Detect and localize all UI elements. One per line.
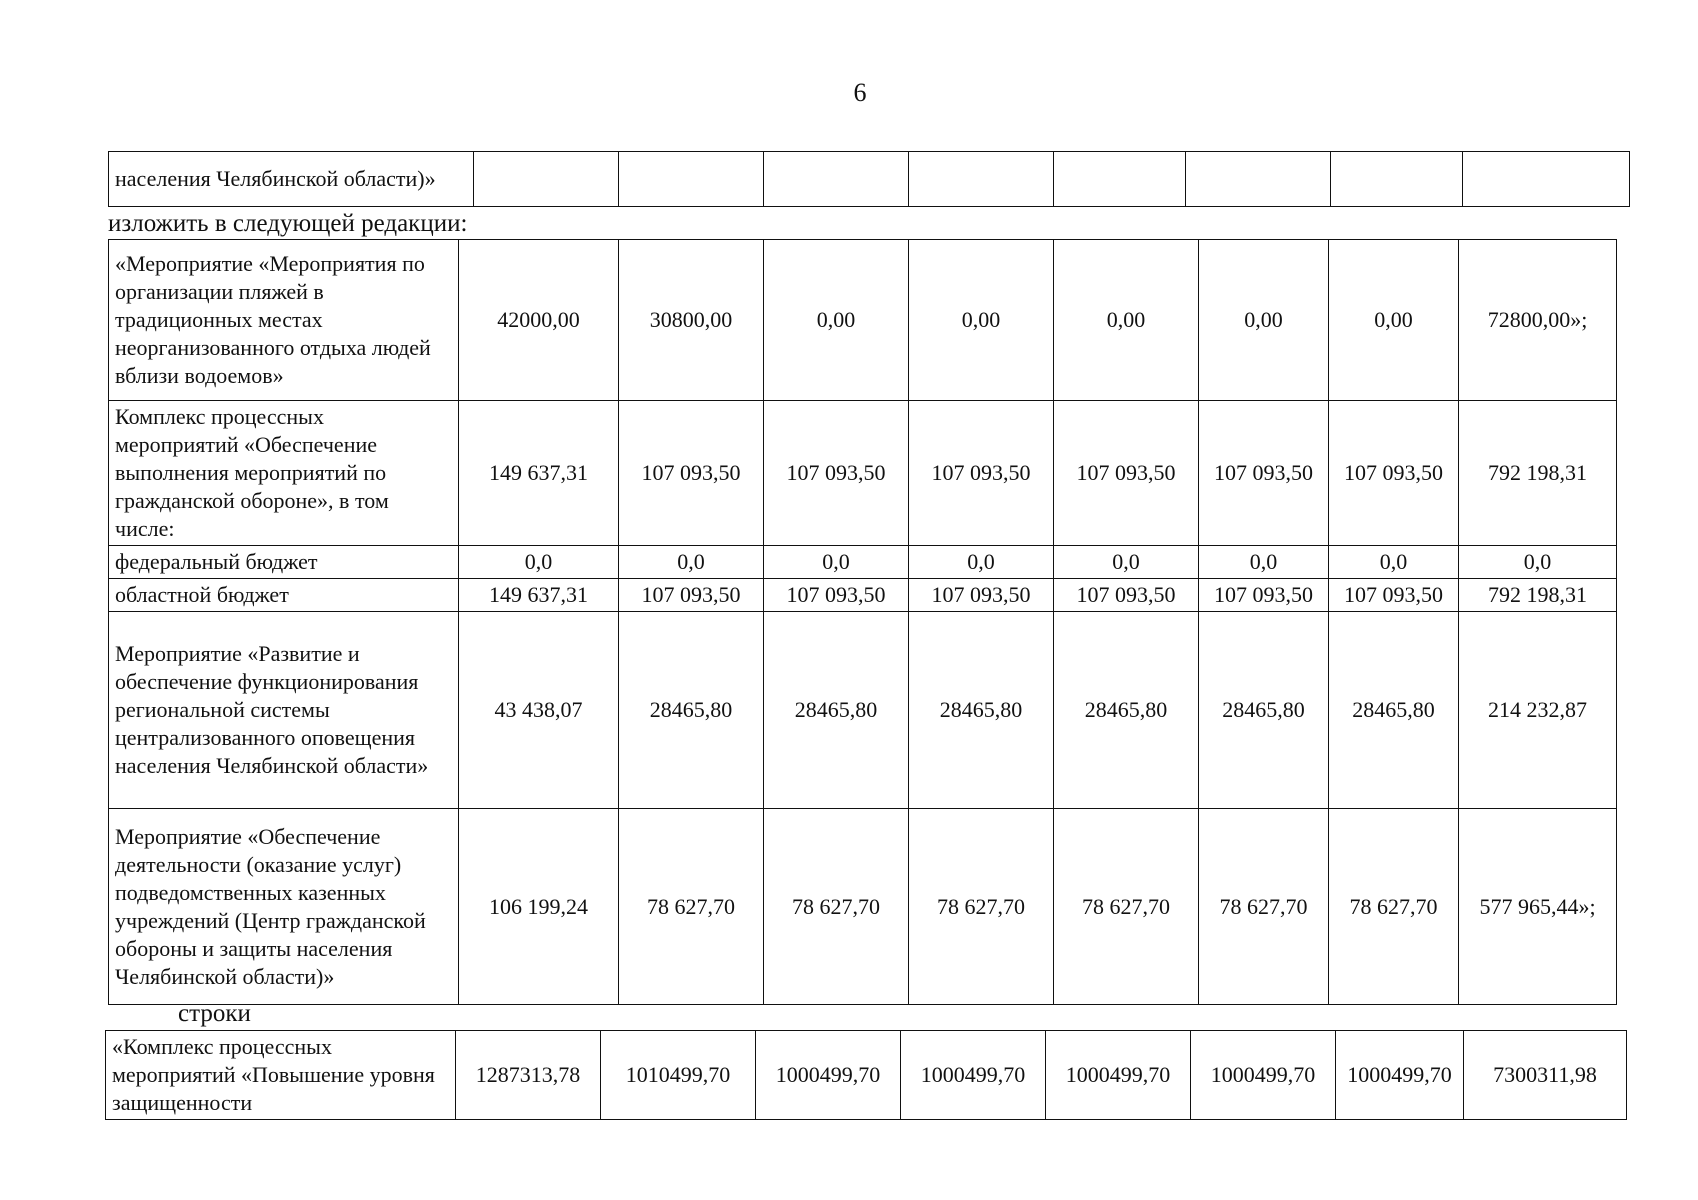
value-cell: 28465,80 xyxy=(764,612,909,809)
value-cell: 7300311,98 xyxy=(1464,1031,1627,1120)
row-label: областной бюджет xyxy=(109,579,459,612)
value-cell: 78 627,70 xyxy=(909,809,1054,1005)
bottom-table xyxy=(105,1030,1627,1120)
value-cell: 1000499,70 xyxy=(756,1031,901,1120)
value-cell: 72800,00»; xyxy=(1459,240,1617,401)
value-cell: 1000499,70 xyxy=(1336,1031,1464,1120)
table-row xyxy=(106,1031,1627,1120)
value-cell: 1000499,70 xyxy=(1046,1031,1191,1120)
value-cell: 577 965,44»; xyxy=(1459,809,1617,1005)
value-cell xyxy=(909,152,1054,207)
value-cell: 0,0 xyxy=(1054,546,1199,579)
value-cell: 107 093,50 xyxy=(1199,579,1329,612)
value-cell: 107 093,50 xyxy=(619,579,764,612)
top-table xyxy=(108,151,1630,207)
row-label: Комплекс процессных мероприятий «Обеспечение выполнения мероприятий по гражданской обороне», в том числе: xyxy=(109,401,459,546)
value-cell: 0,00 xyxy=(1329,240,1459,401)
value-cell: 1287313,78 xyxy=(456,1031,601,1120)
value-cell: 1000499,70 xyxy=(901,1031,1046,1120)
value-cell: 107 093,50 xyxy=(619,401,764,546)
value-cell: 0,0 xyxy=(1329,546,1459,579)
value-cell xyxy=(474,152,619,207)
row-label: «Комплекс процессных мероприятий «Повышение уровня защищенности xyxy=(106,1031,456,1120)
value-cell: 149 637,31 xyxy=(459,401,619,546)
value-cell: 107 093,50 xyxy=(1199,401,1329,546)
value-cell: 0,00 xyxy=(1199,240,1329,401)
row-label: федеральный бюджет xyxy=(109,546,459,579)
value-cell: 28465,80 xyxy=(1199,612,1329,809)
table-row xyxy=(109,401,1617,546)
table-row xyxy=(109,240,1617,401)
value-cell xyxy=(1331,152,1463,207)
value-cell: 78 627,70 xyxy=(764,809,909,1005)
value-cell: 0,0 xyxy=(909,546,1054,579)
value-cell: 107 093,50 xyxy=(909,579,1054,612)
value-cell: 78 627,70 xyxy=(1054,809,1199,1005)
value-cell: 78 627,70 xyxy=(1329,809,1459,1005)
value-cell: 214 232,87 xyxy=(1459,612,1617,809)
value-cell: 0,0 xyxy=(1199,546,1329,579)
value-cell: 106 199,24 xyxy=(459,809,619,1005)
value-cell: 0,0 xyxy=(459,546,619,579)
row-label: Мероприятие «Обеспечение деятельности (оказание услуг) подведомственных казенных учреждений (Центр гражданской обороны и защиты населения Челябинской области)» xyxy=(109,809,459,1005)
value-cell: 1010499,70 xyxy=(601,1031,756,1120)
value-cell: 0,0 xyxy=(1459,546,1617,579)
value-cell: 43 438,07 xyxy=(459,612,619,809)
value-cell: 107 093,50 xyxy=(1054,579,1199,612)
value-cell: 28465,80 xyxy=(909,612,1054,809)
value-cell xyxy=(1186,152,1331,207)
value-cell: 792 198,31 xyxy=(1459,401,1617,546)
value-cell: 0,00 xyxy=(1054,240,1199,401)
value-cell: 107 093,50 xyxy=(909,401,1054,546)
value-cell: 0,0 xyxy=(764,546,909,579)
value-cell: 107 093,50 xyxy=(1329,579,1459,612)
value-cell xyxy=(1054,152,1186,207)
row-label: «Мероприятие «Мероприятия по организации пляжей в традиционных местах неорганизованного отдыха людей вблизи водоемов» xyxy=(109,240,459,401)
value-cell xyxy=(1463,152,1630,207)
table-row xyxy=(109,152,1630,207)
page-number: 6 xyxy=(853,78,867,107)
value-cell: 78 627,70 xyxy=(619,809,764,1005)
value-cell: 78 627,70 xyxy=(1199,809,1329,1005)
value-cell: 1000499,70 xyxy=(1191,1031,1336,1120)
row-label: Мероприятие «Развитие и обеспечение функционирования региональной системы централизованного оповещения населения Челябинской области» xyxy=(109,612,459,809)
rows-caption: строки xyxy=(178,1000,251,1027)
value-cell xyxy=(764,152,909,207)
value-cell xyxy=(619,152,764,207)
table-row xyxy=(109,809,1617,1005)
table-row xyxy=(109,612,1617,809)
edit-caption: изложить в следующей редакции: xyxy=(108,210,468,237)
value-cell: 107 093,50 xyxy=(764,401,909,546)
value-cell: 28465,80 xyxy=(619,612,764,809)
value-cell: 0,00 xyxy=(764,240,909,401)
value-cell: 30800,00 xyxy=(619,240,764,401)
main-table xyxy=(108,239,1617,1005)
table-row xyxy=(109,579,1617,612)
value-cell: 42000,00 xyxy=(459,240,619,401)
value-cell: 28465,80 xyxy=(1329,612,1459,809)
table-row xyxy=(109,546,1617,579)
value-cell: 28465,80 xyxy=(1054,612,1199,809)
value-cell: 149 637,31 xyxy=(459,579,619,612)
value-cell: 107 093,50 xyxy=(1329,401,1459,546)
value-cell: 0,0 xyxy=(619,546,764,579)
value-cell: 107 093,50 xyxy=(1054,401,1199,546)
row-label: населения Челябинской области)» xyxy=(109,152,474,207)
value-cell: 792 198,31 xyxy=(1459,579,1617,612)
value-cell: 107 093,50 xyxy=(764,579,909,612)
value-cell: 0,00 xyxy=(909,240,1054,401)
